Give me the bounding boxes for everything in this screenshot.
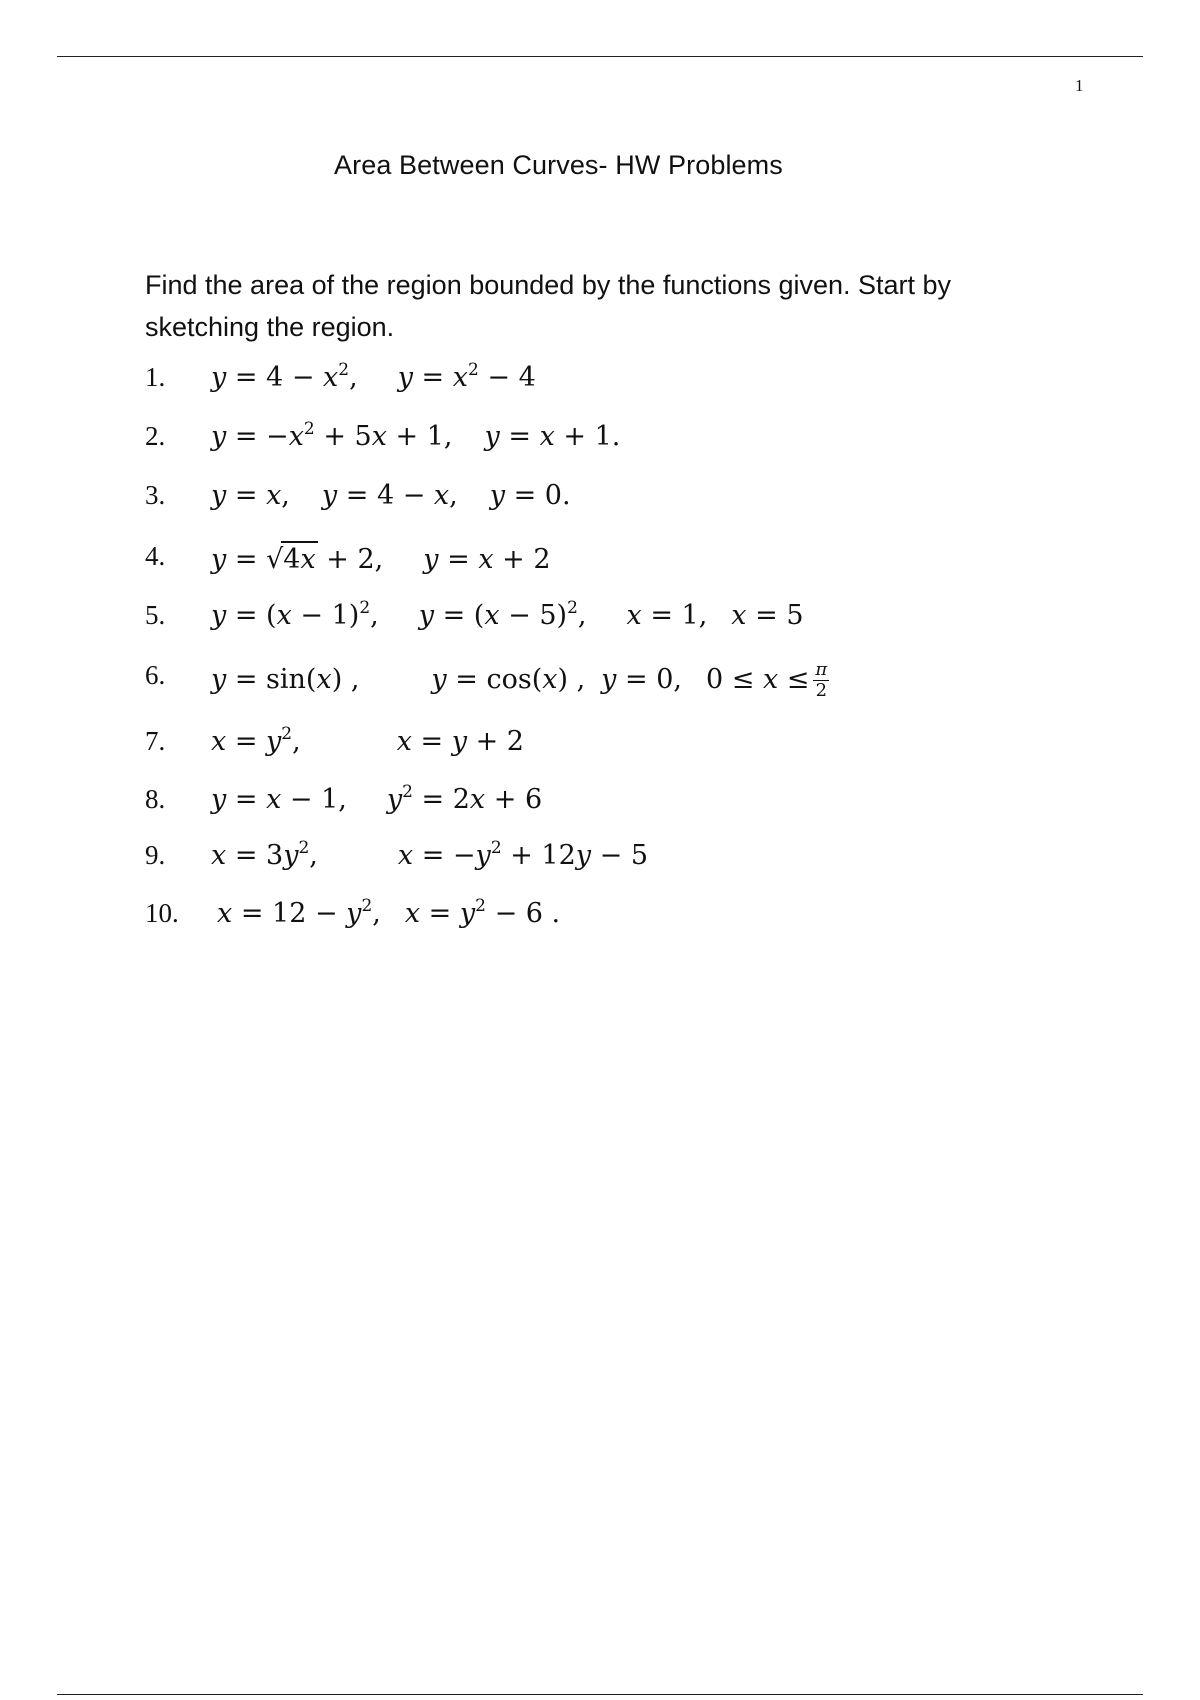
problem-equations: y = √4x + 2, y = x + 2	[211, 541, 551, 575]
problem-equations: $y = (x - 1)^2$, $y = (x - 5)^2$, x = 1, x = 5	[211, 598, 804, 631]
instructions: Find the area of the region bounded by the functions given. Start by sketching the region.	[145, 270, 952, 342]
pi-over-two-fraction: $\frac{\pi}{2}$	[815, 659, 828, 701]
problem-equations: $x = 3y^2$, $x = -y^2 + 12y - 5$	[211, 838, 649, 871]
bottom-rule	[57, 1694, 1143, 1695]
problem-number: 2.	[145, 421, 166, 451]
problem-number: 3.	[145, 480, 166, 510]
problem-number: 4.	[145, 541, 166, 571]
problem-number: 8.	[145, 784, 166, 814]
page-title: Area Between Curves- HW Problems	[334, 150, 783, 180]
problem-equations: $x = 12 - y^2$, $x = y^2 - 6$ .	[217, 896, 561, 929]
problem-number: 9.	[145, 840, 166, 870]
problem-equations: y = x, y = 4 − x, y = 0.	[211, 480, 571, 511]
problem-equations: y = sin(x) , y = cos(x) , y = 0, 0 ≤ x ≤ $\frac{\pi}{2}$	[211, 659, 828, 701]
problem-equations: y = x − 1, $y^2 = 2x + 6$	[211, 782, 543, 815]
problem-number: 7.	[145, 726, 166, 756]
problem-number: 6.	[145, 660, 166, 690]
problem-equations: $y = -x^2 + 5x + 1$, y = x + 1.	[211, 419, 621, 452]
problem-number: 1.	[145, 362, 166, 392]
top-rule	[57, 56, 1143, 57]
problem-equations: $y = 4 - x^2$, $y = x^2 - 4$	[211, 360, 536, 393]
problem-equations: $x = y^2$, x = y + 2	[211, 724, 524, 757]
problem-number: 5.	[145, 600, 166, 630]
problem-number: 10.	[145, 898, 179, 928]
page-number: 1	[1075, 76, 1084, 95]
